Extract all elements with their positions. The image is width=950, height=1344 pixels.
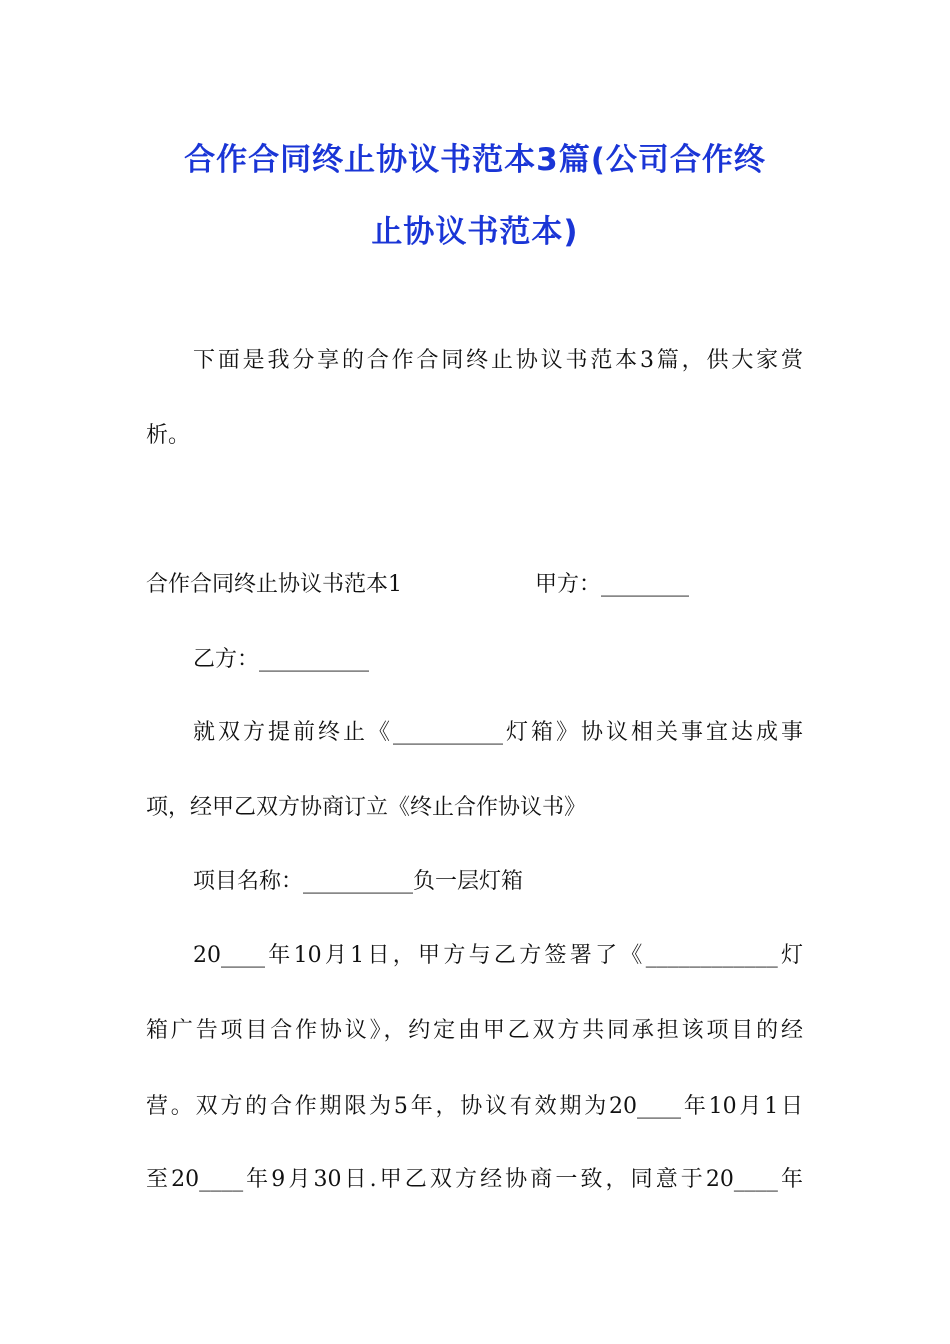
paragraph-2-line-3: 营。双方的合作期限为5年，协议有效期为20____年10月1日	[146, 1094, 803, 1119]
paragraph-2-line-4: 至20____年9月30日.甲乙双方经协商一致，同意于20____年	[146, 1167, 803, 1192]
intro-line-1: 下面是我分享的合作合同终止协议书范本3篇，供大家赏	[193, 348, 803, 373]
section-heading: 合作合同终止协议书范本1	[146, 572, 402, 597]
paragraph-2-line-1: 20____年10月1日，甲方与乙方签署了《____________灯	[193, 943, 803, 968]
paragraph-2-line-2: 箱广告项目合作协议》，约定由甲乙双方共同承担该项目的经	[146, 1018, 803, 1043]
paragraph-1-line-2: 项，经甲乙双方协商订立《终止合作协议书》	[146, 795, 587, 820]
party-a-field: 甲方：________	[535, 572, 690, 597]
document-title-line-1: 合作合同终止协议书范本3篇(公司合作终	[184, 142, 766, 178]
project-name-field: 项目名称：__________负一层灯箱	[193, 869, 524, 894]
party-b-field: 乙方：__________	[193, 647, 370, 672]
paragraph-1-line-1: 就双方提前终止《__________灯箱》协议相关事宜达成事	[193, 720, 803, 745]
document-title-line-2: 止协议书范本)	[371, 214, 579, 250]
intro-line-2: 析。	[146, 423, 191, 448]
